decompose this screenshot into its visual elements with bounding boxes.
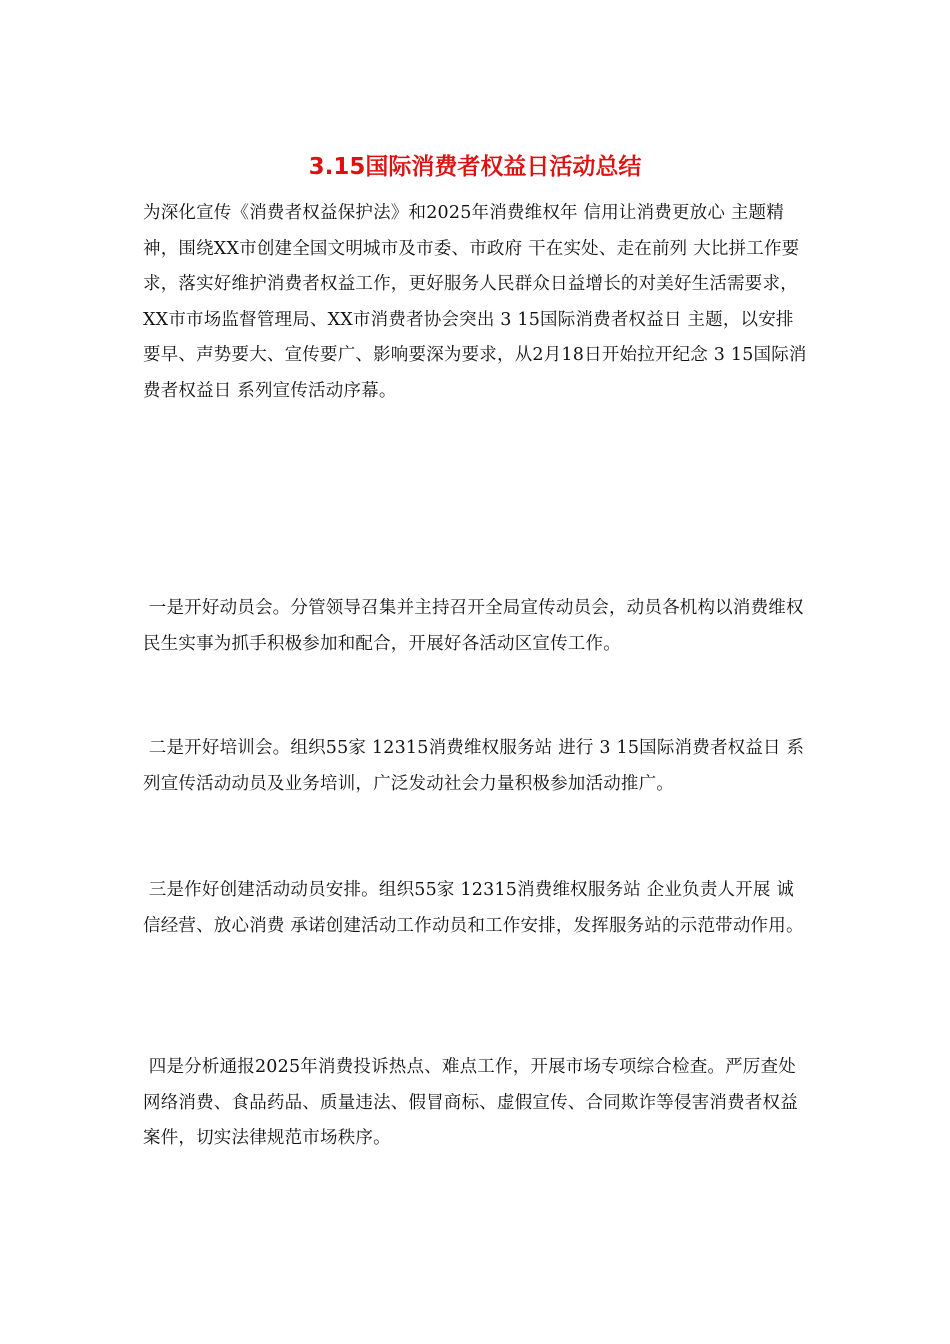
item-paragraph-3: 三是作好创建活动动员安排。组织55家 12315消费维权服务站 企业负责人开展 诚信经营、放心消费 承诺创建活动工作动员和工作安排，发挥服务站的示范带动作用。 xyxy=(143,880,804,936)
item-paragraph-1: 一是开好动员会。分管领导召集并主持召开全局宣传动员会，动员各机构以消费维权民生实事为抓手积极参加和配合，开展好各活动区宣传工作。 xyxy=(143,598,804,654)
document-title: 3.15国际消费者权益日活动总结 xyxy=(308,154,642,180)
item-paragraph-2: 二是开好培训会。组织55家 12315消费维权服务站 进行 3 15国际消费者权益日 系列宣传活动动员及业务培训，广泛发动社会力量积极参加活动推广。 xyxy=(143,738,805,794)
item-paragraph-4: 四是分析通报2025年消费投诉热点、难点工作，开展市场专项综合检查。严厉查处网络消费、食品药品、质量违法、假冒商标、虚假宣传、合同欺诈等侵害消费者权益案件，切实法律规范市场秩序。 xyxy=(143,1057,798,1148)
intro-paragraph: 为深化宣传《消费者权益保护法》和2025年消费维权年 信用让消费更放心 主题精神，围绕XX市创建全国文明城市及市委、市政府 干在实处、走在前列 大比拼工作要求，落实好维护消费者权益工作，更好服务人民群众日益增长的对美好生活需要求，XX市市场监督管理局、XX市消费者协会突出 3 15国际消费者权益日 主题，以安排要早、声势要大、宣传要广、影响要深为要求，从2月18日开始拉开纪念 3 15国际消费者权益日 系列宣传活动序幕。 xyxy=(143,203,807,401)
